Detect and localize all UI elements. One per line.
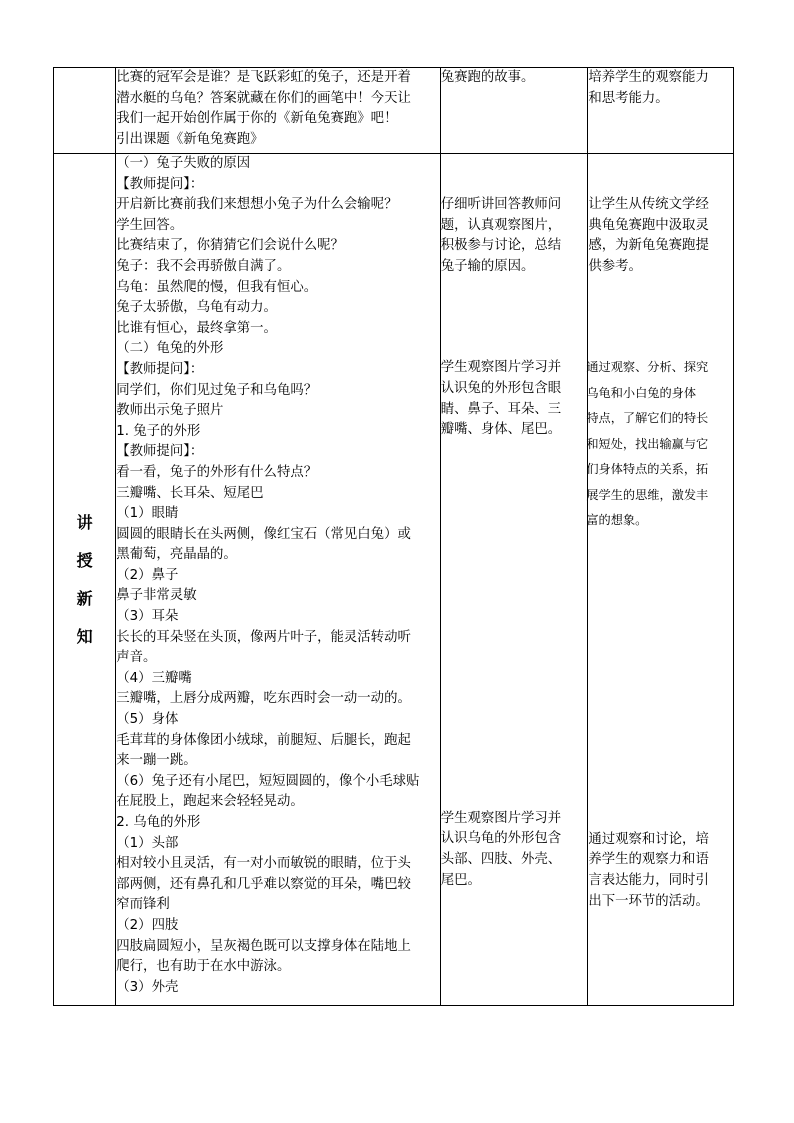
intro-row [54, 68, 734, 154]
activity-line: 认识乌龟的外形包含 [440, 831, 562, 847]
content-line: 【教师提问】： [116, 176, 204, 192]
content-line: 声音。 [116, 650, 157, 666]
content-line: 三瓣嘴、长耳朵、短尾巴 [116, 485, 264, 501]
content-line: （二）龟兔的外形 [116, 341, 224, 357]
content-line: 圆圆的眼睛长在头两侧，像红宝石（常见白兔）或 [116, 526, 411, 542]
intro-purpose-line: 和思考能力。 [588, 90, 669, 106]
content-line: 兔子：我不会再骄傲自满了。 [116, 258, 291, 274]
content-line: 三瓣嘴，上唇分成两瓣，吃东西时会一动一动的。 [116, 691, 411, 707]
spacer [441, 441, 588, 809]
content-line: 长长的耳朵竖在头顶，像两片叶子，能灵活转动听 [116, 629, 411, 645]
intro-line: 比赛的冠军会是谁？是飞跃彩虹的兔子，还是开着 [116, 70, 411, 85]
content-line: 【教师提问】： [116, 361, 204, 377]
intro-line: 我们一起开始创作属于你的《新龟兔赛跑》吧！ [116, 111, 398, 127]
content-line: 来一蹦一跳。 [116, 753, 197, 769]
content-line: 在屁股上，跑起来会轻轻晃动。 [116, 794, 304, 810]
activity-line: 学生观察图片学习并 [440, 810, 562, 826]
content-line: （1）眼睛 [116, 506, 179, 522]
intro-student-activity-cell [440, 68, 588, 154]
content-line: （1）头部 [116, 835, 179, 851]
content-line: （2）鼻子 [116, 567, 179, 583]
content-line: 黑葡萄，亮晶晶的。 [116, 547, 237, 563]
spacer [588, 534, 733, 830]
purpose-line: 让学生从传统文学经 [588, 197, 709, 212]
intro-line: 潜水艇的乌龟？答案就藏在你们的画笔中！今天让 [116, 90, 411, 106]
activity-line: 瓣嘴、身体、尾巴。 [440, 422, 562, 438]
section-title-char: 授 [76, 550, 93, 570]
purpose-line: 养学生的观察力和语 [588, 852, 709, 868]
intro-line: 引出课题《新龟兔赛跑》 [116, 131, 264, 147]
content-line: 看一看，兔子的外形有什么特点？ [116, 464, 318, 480]
spacer [441, 154, 588, 195]
section-title-char: 新 [76, 588, 93, 608]
purpose-block [586, 355, 733, 534]
content-line: 学生回答。 [116, 217, 184, 233]
content-line: （3）耳朵 [116, 609, 179, 625]
activity-line: 认识兔的外形包含眼 [440, 380, 562, 396]
activity-line: 睛、鼻子、耳朵、三 [440, 401, 562, 417]
intro-activity-line: 兔赛跑的故事。 [440, 70, 535, 85]
content-line: 比谁有恒心，最终拿第一。 [116, 320, 277, 336]
intro-purpose-line: 培养学生的观察能力 [588, 70, 709, 85]
content-line: （2）四肢 [116, 917, 179, 933]
activity-line: 仔细听讲回答教师问 [440, 197, 562, 212]
purpose-line: 展学生的思维，激发丰 [586, 487, 709, 502]
content-line: （6）兔子还有小尾巴，短短圆圆的，像个小毛球贴 [116, 773, 420, 789]
content-line: 爬行，也有助于在水中游泳。 [116, 959, 291, 975]
content-line: 开启新比赛前我们来想想小兔子为什么会输呢？ [116, 197, 398, 213]
section-title-char: 讲 [76, 512, 93, 532]
spacer [441, 277, 588, 358]
content-line: 四肢扁圆短小，呈灰褐色既可以支撑身体在陆地上 [116, 938, 411, 954]
section-title-char: 知 [76, 626, 93, 646]
content-line: （4）三瓣嘴 [116, 670, 192, 686]
spacer [588, 154, 733, 195]
intro-stage-cell [54, 68, 116, 154]
purpose-line: 们身体特点的关系，拓 [586, 462, 709, 477]
teaching-content-cell [116, 154, 440, 1006]
content-line: （3）外壳 [116, 979, 179, 995]
content-line: 同学们，你们见过兔子和乌龟吗？ [116, 382, 318, 398]
purpose-line: 特点，了解它们的特长 [586, 411, 709, 426]
activity-line: 尾巴。 [440, 872, 481, 888]
intro-content-cell [116, 68, 440, 154]
content-line: 1. 兔子的外形 [116, 423, 201, 439]
purpose-line: 供参考。 [588, 258, 642, 274]
activity-line: 题，认真观察图片， [440, 217, 562, 233]
activity-line: 积极参与讨论，总结 [440, 238, 562, 254]
purpose-line: 典龟兔赛跑中汲取灵 [588, 217, 709, 233]
purpose-line: 和短处，找出输赢与它 [586, 436, 709, 451]
purpose-line: 富的想象。 [586, 513, 648, 528]
content-line: （5）身体 [116, 712, 179, 728]
content-line: 【教师提问】： [116, 444, 204, 460]
content-line: 兔子太骄傲，乌龟有动力。 [116, 300, 277, 316]
content-line: 相对较小且灵活，有一对小而敏锐的眼睛，位于头 [116, 856, 411, 872]
purpose-line: 通过观察和讨论，培 [588, 831, 709, 847]
student-activity-cell [440, 154, 588, 1006]
section-title-cell [54, 154, 116, 1006]
purpose-line: 感，为新龟兔赛跑提 [588, 238, 709, 254]
content-line: 毛茸茸的身体像团小绒球，前腿短、后腿长，跑起 [116, 732, 411, 748]
teaching-row [54, 154, 734, 1006]
lesson-plan-table [53, 67, 734, 1006]
content-line: 窄而锋利 [116, 897, 170, 913]
content-line: 教师出示兔子照片 [116, 403, 224, 419]
purpose-line: 言表达能力，同时引 [588, 873, 709, 889]
content-line: 比赛结束了，你猜猜它们会说什么呢？ [116, 238, 344, 254]
activity-line: 学生观察图片学习并 [440, 360, 562, 376]
content-line: 鼻子非常灵敏 [116, 588, 197, 604]
content-line: （一）兔子失败的原因 [116, 156, 251, 171]
intro-purpose-cell [588, 68, 734, 154]
content-line: 2. 乌龟的外形 [116, 815, 201, 830]
activity-line: 头部、四肢、外壳、 [440, 851, 562, 867]
spacer [588, 277, 733, 355]
purpose-line: 通过观察、分析、探究 [586, 360, 709, 375]
activity-line: 兔子输的原因。 [440, 258, 535, 274]
purpose-line: 乌龟和小白兔的身体 [586, 385, 697, 400]
purpose-line: 出下一环节的活动。 [588, 893, 709, 909]
teaching-purpose-cell [588, 154, 734, 1006]
content-line: 部两侧，还有鼻孔和几乎难以察觉的耳朵，嘴巴较 [116, 876, 411, 892]
content-line: 乌龟：虽然爬的慢，但我有恒心。 [116, 279, 318, 295]
